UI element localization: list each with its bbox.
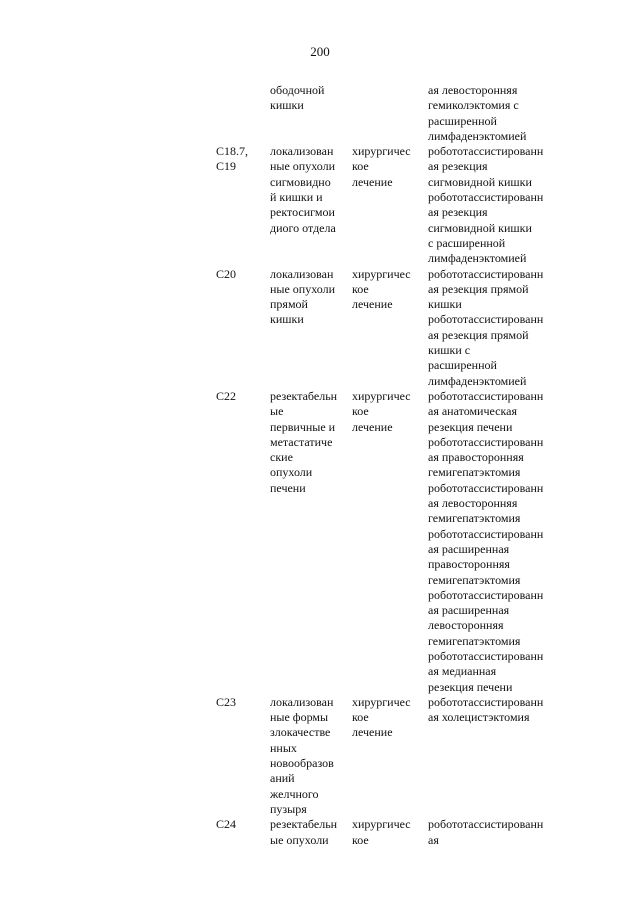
treatment-type — [352, 83, 428, 144]
localization: резектабельн ые первичные и метастатиче ские опухоли печени — [270, 388, 338, 495]
treatment-method: робототассистированн ая анатомическая резекция печени робототассистированн ая правосторонняя гемигепатэктомия робототассистированн ая левосторонняя гемигепатэктомия робототассистированн ая расширенная правосторонняя гемигепатэктомия робототассистированн ая расширенная левосторонняя гемигепатэктомия робототассистированн ая медианная резекция печени — [428, 388, 544, 694]
icd-code: C22 — [216, 388, 237, 403]
icd-code: C20 — [216, 266, 237, 281]
treatment-table — [216, 83, 548, 848]
treatment-method: ая левосторонняя гемиколэктомия с расширенной лимфаденэктомией — [428, 83, 527, 143]
icd-code: C23 — [216, 694, 237, 709]
treatment-type: хирургичес кое лечение — [352, 694, 411, 740]
page-number: 200 — [310, 44, 330, 59]
icd-code — [216, 83, 270, 144]
table-row — [216, 144, 548, 266]
table-row — [216, 817, 548, 848]
treatment-method: робототассистированн ая резекция прямой кишки робототассистированн ая резекция прямой кишки с расширенной лимфаденэктомией — [428, 266, 544, 388]
icd-code: C24 — [216, 817, 237, 832]
table-row — [216, 83, 548, 144]
treatment-type: хирургичес кое лечение — [352, 144, 411, 189]
localization: локализован ные опухоли сигмовидно й кишки и ректосигмои диого отдела — [270, 144, 336, 235]
table-row — [216, 389, 548, 695]
treatment-method: робототассистированн ая холецистэктомия — [428, 694, 544, 725]
localization: резектабельн ые опухоли — [270, 817, 338, 847]
treatment-method: робототассистированн ая резекция сигмовидной кишки робототассистированн ая резекция сигмовидной кишки с расширенной лимфаденэктомией — [428, 144, 544, 266]
localization: локализован ные опухоли прямой кишки — [270, 266, 336, 327]
localization: локализован ные формы злокачестве нных новообразов аний желчного пузыря — [270, 694, 334, 816]
table-row — [216, 695, 548, 817]
treatment-method: робототассистированн ая — [428, 817, 544, 847]
treatment-type: хирургичес кое лечение — [352, 266, 411, 312]
localization: ободочной кишки — [270, 83, 325, 113]
treatment-type: хирургичес кое лечение — [352, 388, 411, 434]
table-row — [216, 267, 548, 389]
icd-code: C18.7, C19 — [216, 144, 249, 174]
treatment-type: хирургичес кое — [352, 817, 411, 847]
